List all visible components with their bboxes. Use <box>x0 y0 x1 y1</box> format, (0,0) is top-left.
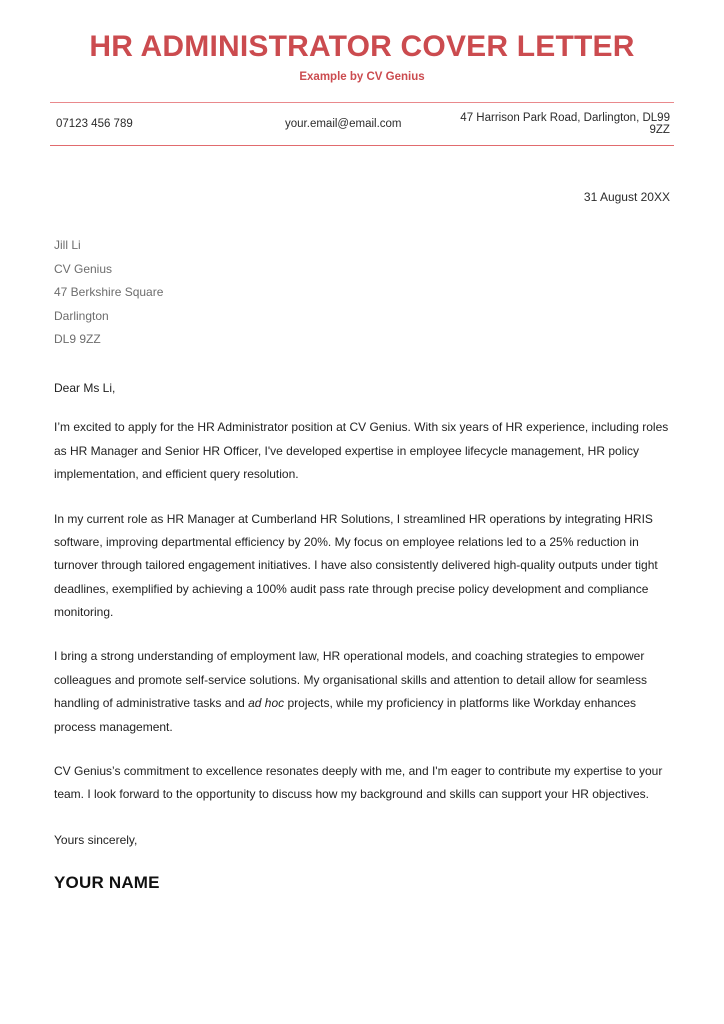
body-paragraph-3-text-after: projects, while my proficiency in platforms like Workday enhances process management. <box>54 696 637 734</box>
body-paragraph-3-text-before: I bring a strong understanding of employment law, HR operational models, and coaching strategies to empower colleagues and promote self-service solutions. My organisational skills and attention to detail allow for seamless handling of administrative tasks and <box>54 649 647 711</box>
recipient-address-block <box>54 234 670 351</box>
recipient-company: CV Genius <box>54 261 113 276</box>
contact-phone: 07123 456 789 <box>56 118 133 131</box>
body-paragraph-2: In my current role as HR Manager at Cumberland HR Solutions, I streamlined HR operations by integrating HRIS software, improving departmental efficiency by 20%. My focus on employee relations led to a 25% reduction in turnover through tailored engagement initiatives. I have also consistently delivered high-quality outputs under tight deadlines, exemplified by achieving a 100% audit pass rate through precise policy development and compliance monitoring. <box>54 511 658 620</box>
contact-address: 47 Harrison Park Road, Darlington, DL99 9ZZ <box>460 112 670 137</box>
body-paragraph-1: I’m excited to apply for the HR Administrator position at CV Genius. With six years of HR experience, including roles as HR Manager and Senior HR Officer, I've developed expertise in employee lifecycle management, HR policy implementation, and efficient query resolution. <box>54 420 669 482</box>
recipient-street: 47 Berkshire Square <box>54 285 164 300</box>
letter-date: 31 August 20XX <box>583 190 670 205</box>
closing-line: Yours sincerely, <box>54 832 138 847</box>
recipient-postcode: DL9 9ZZ <box>54 331 101 346</box>
page-title: HR ADMINISTRATOR COVER LETTER <box>89 30 635 63</box>
page-subtitle: Example by CV Genius <box>299 70 425 83</box>
contact-bar <box>50 102 674 146</box>
salutation: Dear Ms Li, <box>54 381 116 396</box>
body-paragraph-3 <box>54 645 670 739</box>
recipient-name: Jill Li <box>54 238 81 253</box>
signature-name: YOUR NAME <box>54 872 160 892</box>
letter-header <box>50 0 674 84</box>
body-paragraph-4: CV Genius’s commitment to excellence resonates deeply with me, and I'm eager to contribute my expertise to your team. I look forward to the opportunity to discuss how my background and skills can support your HR objectives. <box>54 764 663 802</box>
letter-body <box>50 190 674 892</box>
contact-email: your.email@email.com <box>285 118 402 131</box>
recipient-city: Darlington <box>54 308 109 323</box>
body-paragraph-3-italic-phrase: ad hoc <box>248 696 285 711</box>
